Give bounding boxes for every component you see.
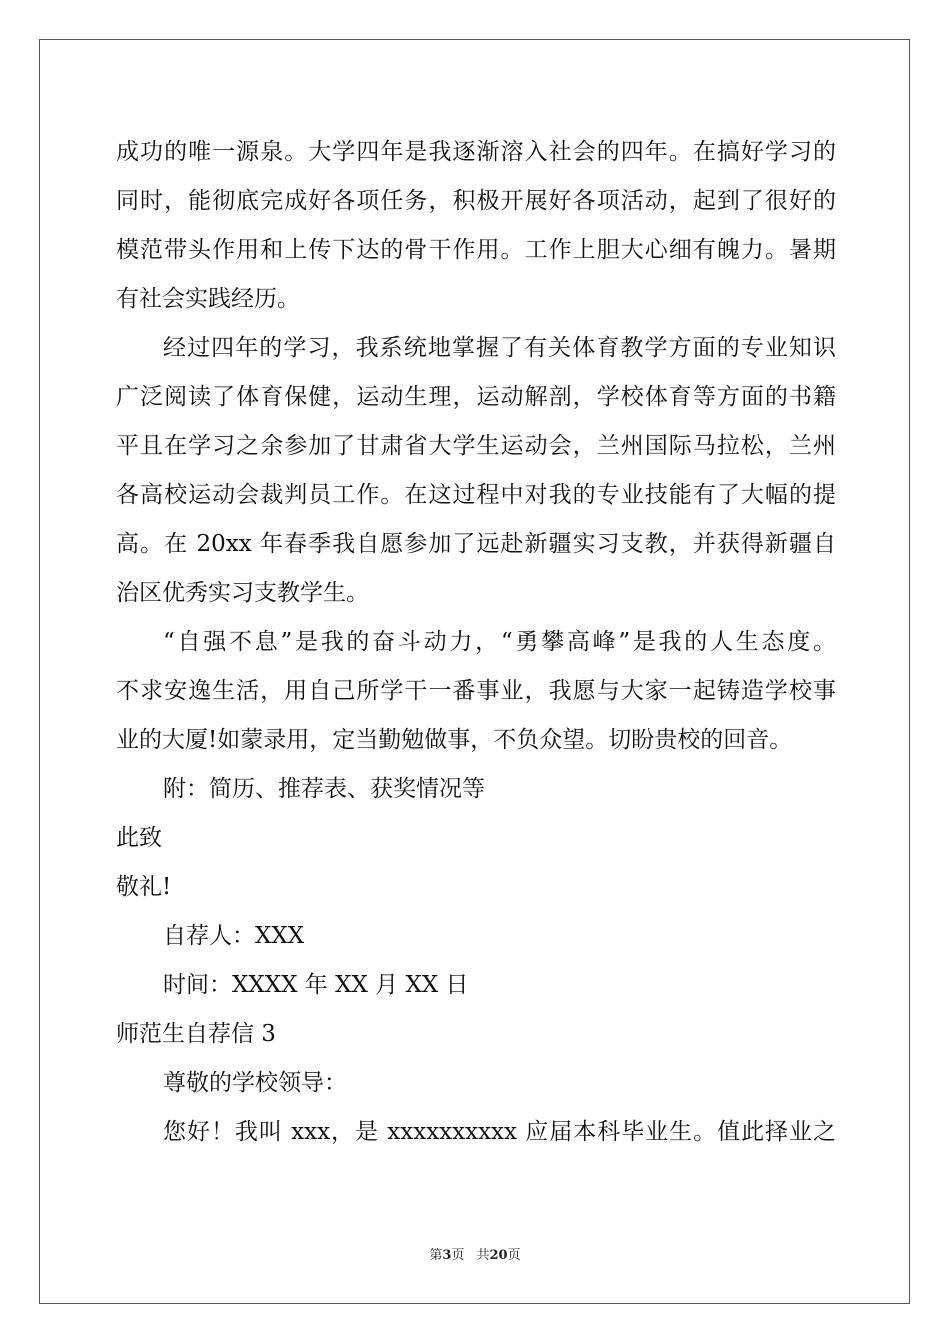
- signer-line: 自荐人：XXX: [163, 923, 305, 949]
- footer-page-number: 3: [442, 1248, 452, 1263]
- section-title: 师范生自荐信 3: [116, 1021, 276, 1047]
- page-footer: [0, 1246, 950, 1266]
- text-line: 有社会实践经历。: [116, 286, 300, 312]
- footer-total-pages: 20: [489, 1248, 508, 1263]
- text-line: 经过四年的学习，我系统地掌握了有关体育教学方面的专业知识: [163, 335, 836, 361]
- footer-total-unit: 页: [507, 1248, 521, 1263]
- text-line: 模范带头作用和上传下达的骨干作用。工作上胆大心细有魄力。暑期: [116, 237, 836, 263]
- attachment-line: 附：简历、推荐表、获奖情况等: [163, 776, 485, 802]
- date-line: 时间：XXXX 年 XX 月 XX 日: [163, 972, 469, 998]
- salutation-line: 敬礼!: [116, 874, 172, 900]
- closing-line: 此致: [116, 825, 162, 851]
- text-line: “自强不息”是我的奋斗动力，“勇攀高峰”是我的人生态度。: [163, 629, 836, 655]
- text-line: 各高校运动会裁判员工作。在这过程中对我的专业技能有了大幅的提: [116, 482, 836, 508]
- text-line: 您好！我叫 xxx，是 xxxxxxxxxx 应届本科毕业生。值此择业之: [163, 1119, 836, 1145]
- footer-total-prefix: 共: [476, 1248, 490, 1263]
- footer-page-unit: 页: [451, 1248, 465, 1263]
- document-body: [116, 128, 836, 1157]
- text-line: 高。在 20xx 年春季我自愿参加了远赴新疆实习支教，并获得新疆自: [116, 531, 836, 557]
- text-line: 不求安逸生活，用自己所学干一番事业，我愿与大家一起铸造学校事: [116, 678, 836, 704]
- text-line: 平且在学习之余参加了甘肃省大学生运动会，兰州国际马拉松，兰州: [116, 433, 836, 459]
- footer-prefix: 第: [429, 1248, 443, 1263]
- text-line: 广泛阅读了体育保健，运动生理，运动解剖，学校体育等方面的书籍: [116, 384, 836, 410]
- text-line: 业的大厦!如蒙录用，定当勤勉做事，不负众望。切盼贵校的回音。: [116, 727, 793, 753]
- text-line: 治区优秀实习支教学生。: [116, 580, 369, 606]
- greeting-line: 尊敬的学校领导：: [163, 1070, 347, 1096]
- text-line: 成功的唯一源泉。大学四年是我逐渐溶入社会的四年。在搞好学习的: [116, 139, 836, 165]
- text-line: 同时，能彻底完成好各项任务，积极开展好各项活动，起到了很好的: [116, 188, 836, 214]
